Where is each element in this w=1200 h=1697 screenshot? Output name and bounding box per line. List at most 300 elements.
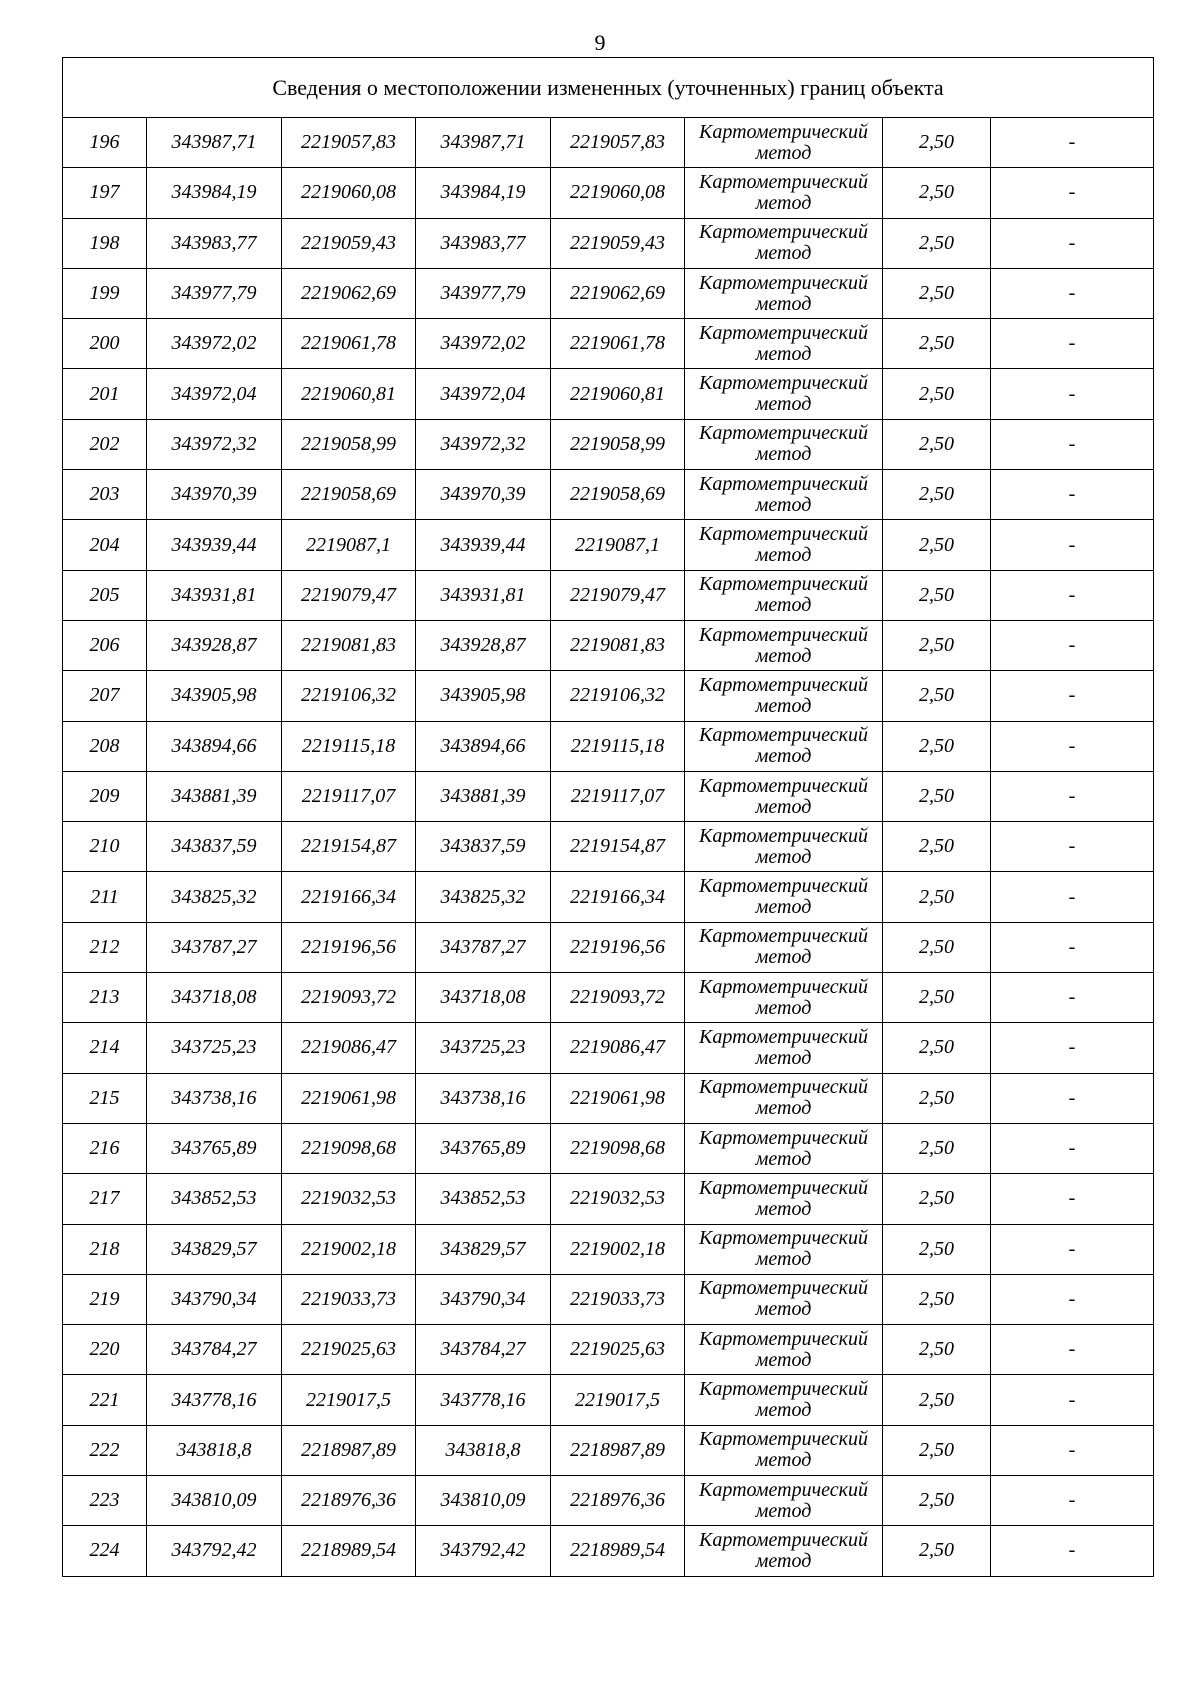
x-new-cell: 343787,27 [416,922,551,972]
x-new-cell: 343725,23 [416,1023,551,1073]
table-row [63,168,1154,218]
y-new-cell: 2219081,83 [551,620,685,670]
y-existing-cell: 2219017,5 [282,1375,416,1425]
method-line-2: метод [755,1499,812,1522]
point-number-cell: 210 [63,822,147,872]
point-number-cell: 203 [63,470,147,520]
y-existing-cell: 2219115,18 [282,721,416,771]
point-number-cell: 199 [63,268,147,318]
y-new-cell: 2219061,98 [551,1073,685,1123]
x-existing-cell: 343787,27 [147,922,282,972]
x-existing-cell: 343931,81 [147,570,282,620]
y-existing-cell: 2219098,68 [282,1123,416,1173]
method-line-1: Картометрический [699,774,868,797]
description-cell: - [991,369,1154,419]
y-existing-cell: 2219154,87 [282,822,416,872]
precision-cell: 2,50 [883,1375,991,1425]
table-row [63,1174,1154,1224]
x-existing-cell: 343928,87 [147,620,282,670]
method-line-2: метод [755,1046,812,1069]
x-new-cell: 343984,19 [416,168,551,218]
precision-cell: 2,50 [883,1224,991,1274]
point-number-cell: 222 [63,1425,147,1475]
y-existing-cell: 2219081,83 [282,620,416,670]
method-cell [685,721,883,771]
description-cell: - [991,922,1154,972]
x-new-cell: 343931,81 [416,570,551,620]
y-new-cell: 2219079,47 [551,570,685,620]
y-new-cell: 2219058,69 [551,470,685,520]
precision-cell: 2,50 [883,1274,991,1324]
x-new-cell: 343928,87 [416,620,551,670]
point-number-cell: 207 [63,671,147,721]
precision-cell: 2,50 [883,1325,991,1375]
method-line-1: Картометрический [699,1126,868,1149]
y-existing-cell: 2219032,53 [282,1174,416,1224]
x-new-cell: 343987,71 [416,118,551,168]
method-line-1: Картометрический [699,925,868,948]
precision-cell: 2,50 [883,973,991,1023]
y-new-cell: 2219017,5 [551,1375,685,1425]
y-existing-cell: 2218987,89 [282,1425,416,1475]
precision-cell: 2,50 [883,319,991,369]
method-cell [685,419,883,469]
x-existing-cell: 343765,89 [147,1123,282,1173]
method-line-2: метод [755,493,812,516]
description-cell: - [991,1073,1154,1123]
method-line-1: Картометрический [699,422,868,445]
method-cell [685,268,883,318]
method-cell [685,1073,883,1123]
precision-cell: 2,50 [883,1174,991,1224]
x-new-cell: 343972,04 [416,369,551,419]
method-line-1: Картометрический [699,1227,868,1250]
description-cell: - [991,822,1154,872]
method-line-2: метод [755,745,812,768]
method-cell [685,470,883,520]
table-row [63,822,1154,872]
y-new-cell: 2219115,18 [551,721,685,771]
table-row [63,1274,1154,1324]
method-cell [685,771,883,821]
x-existing-cell: 343905,98 [147,671,282,721]
point-number-cell: 211 [63,872,147,922]
method-line-2: метод [755,443,812,466]
x-new-cell: 343810,09 [416,1476,551,1526]
y-existing-cell: 2219002,18 [282,1224,416,1274]
method-cell [685,1526,883,1576]
method-line-1: Картометрический [699,875,868,898]
precision-cell: 2,50 [883,419,991,469]
x-new-cell: 343818,8 [416,1425,551,1475]
method-line-1: Картометрический [699,472,868,495]
y-existing-cell: 2219117,07 [282,771,416,821]
method-line-2: метод [755,1298,812,1321]
method-cell [685,872,883,922]
x-new-cell: 343972,32 [416,419,551,469]
y-new-cell: 2218989,54 [551,1526,685,1576]
x-existing-cell: 343790,34 [147,1274,282,1324]
method-line-2: метод [755,896,812,919]
description-cell: - [991,1224,1154,1274]
description-cell: - [991,570,1154,620]
method-cell [685,973,883,1023]
table-row [63,1073,1154,1123]
x-new-cell: 343852,53 [416,1174,551,1224]
y-existing-cell: 2219025,63 [282,1325,416,1375]
point-number-cell: 223 [63,1476,147,1526]
table-row [63,218,1154,268]
x-new-cell: 343970,39 [416,470,551,520]
precision-cell: 2,50 [883,721,991,771]
y-existing-cell: 2219060,81 [282,369,416,419]
x-existing-cell: 343984,19 [147,168,282,218]
y-existing-cell: 2219087,1 [282,520,416,570]
method-line-1: Картометрический [699,623,868,646]
table-row [63,973,1154,1023]
precision-cell: 2,50 [883,922,991,972]
method-cell [685,319,883,369]
method-cell [685,620,883,670]
description-cell: - [991,520,1154,570]
method-line-2: метод [755,1549,812,1572]
description-cell: - [991,1123,1154,1173]
method-line-1: Картометрический [699,824,868,847]
x-new-cell: 343765,89 [416,1123,551,1173]
method-cell [685,570,883,620]
point-number-cell: 204 [63,520,147,570]
method-line-1: Картометрический [699,1528,868,1551]
method-cell [685,218,883,268]
precision-cell: 2,50 [883,822,991,872]
page-number: 9 [594,30,606,55]
method-line-1: Картометрический [699,1327,868,1350]
method-cell [685,922,883,972]
point-number-cell: 197 [63,168,147,218]
x-existing-cell: 343972,04 [147,369,282,419]
method-line-1: Картометрический [699,120,868,143]
method-line-1: Картометрический [699,523,868,546]
x-existing-cell: 343829,57 [147,1224,282,1274]
precision-cell: 2,50 [883,570,991,620]
description-cell: - [991,1526,1154,1576]
x-existing-cell: 343778,16 [147,1375,282,1425]
precision-cell: 2,50 [883,168,991,218]
y-new-cell: 2219057,83 [551,118,685,168]
point-number-cell: 214 [63,1023,147,1073]
method-cell [685,1274,883,1324]
x-new-cell: 343977,79 [416,268,551,318]
table-row [63,268,1154,318]
method-line-2: метод [755,644,812,667]
y-new-cell: 2219087,1 [551,520,685,570]
x-new-cell: 343718,08 [416,973,551,1023]
method-line-2: метод [755,342,812,365]
x-existing-cell: 343970,39 [147,470,282,520]
point-number-cell: 213 [63,973,147,1023]
x-existing-cell: 343894,66 [147,721,282,771]
method-line-1: Картометрический [699,1277,868,1300]
y-new-cell: 2219093,72 [551,973,685,1023]
x-new-cell: 343738,16 [416,1073,551,1123]
y-new-cell: 2219154,87 [551,822,685,872]
method-line-1: Картометрический [699,372,868,395]
method-cell [685,1023,883,1073]
description-cell: - [991,671,1154,721]
table-row [63,1123,1154,1173]
precision-cell: 2,50 [883,671,991,721]
precision-cell: 2,50 [883,520,991,570]
table-row [63,1023,1154,1073]
method-line-2: метод [755,191,812,214]
table-row [63,570,1154,620]
x-existing-cell: 343972,32 [147,419,282,469]
x-existing-cell: 343977,79 [147,268,282,318]
point-number-cell: 205 [63,570,147,620]
description-cell: - [991,118,1154,168]
y-new-cell: 2219106,32 [551,671,685,721]
description-cell: - [991,419,1154,469]
point-number-cell: 220 [63,1325,147,1375]
x-existing-cell: 343852,53 [147,1174,282,1224]
x-new-cell: 343972,02 [416,319,551,369]
method-line-1: Картометрический [699,1176,868,1199]
table-row [63,1224,1154,1274]
x-existing-cell: 343939,44 [147,520,282,570]
method-line-2: метод [755,242,812,265]
point-number-cell: 224 [63,1526,147,1576]
method-line-1: Картометрический [699,975,868,998]
x-existing-cell: 343784,27 [147,1325,282,1375]
method-cell [685,671,883,721]
method-line-2: метод [755,1248,812,1271]
method-line-2: метод [755,594,812,617]
method-cell [685,1425,883,1475]
x-new-cell: 343905,98 [416,671,551,721]
method-line-2: метод [755,141,812,164]
precision-cell: 2,50 [883,218,991,268]
description-cell: - [991,1325,1154,1375]
table-row [63,620,1154,670]
y-existing-cell: 2219061,78 [282,319,416,369]
method-line-2: метод [755,946,812,969]
table-row [63,1425,1154,1475]
precision-cell: 2,50 [883,1476,991,1526]
y-new-cell: 2219166,34 [551,872,685,922]
method-cell [685,1174,883,1224]
y-new-cell: 2219098,68 [551,1123,685,1173]
description-cell: - [991,268,1154,318]
x-existing-cell: 343818,8 [147,1425,282,1475]
method-line-2: метод [755,544,812,567]
precision-cell: 2,50 [883,118,991,168]
x-new-cell: 343778,16 [416,1375,551,1425]
table-row [63,419,1154,469]
precision-cell: 2,50 [883,1123,991,1173]
method-cell [685,118,883,168]
y-existing-cell: 2219061,98 [282,1073,416,1123]
y-existing-cell: 2219058,69 [282,470,416,520]
method-cell [685,1476,883,1526]
x-new-cell: 343983,77 [416,218,551,268]
point-number-cell: 218 [63,1224,147,1274]
y-existing-cell: 2219196,56 [282,922,416,972]
precision-cell: 2,50 [883,872,991,922]
y-new-cell: 2218987,89 [551,1425,685,1475]
table-row [63,118,1154,168]
description-cell: - [991,1274,1154,1324]
table-row [63,771,1154,821]
table-row [63,1476,1154,1526]
point-number-cell: 200 [63,319,147,369]
x-existing-cell: 343792,42 [147,1526,282,1576]
description-cell: - [991,1174,1154,1224]
method-cell [685,1375,883,1425]
y-new-cell: 2219032,53 [551,1174,685,1224]
x-existing-cell: 343987,71 [147,118,282,168]
table-row [63,1375,1154,1425]
precision-cell: 2,50 [883,1526,991,1576]
description-cell: - [991,620,1154,670]
x-new-cell: 343792,42 [416,1526,551,1576]
table-row [63,369,1154,419]
method-line-1: Картометрический [699,673,868,696]
x-existing-cell: 343738,16 [147,1073,282,1123]
y-new-cell: 2218976,36 [551,1476,685,1526]
table-row [63,671,1154,721]
point-number-cell: 196 [63,118,147,168]
x-new-cell: 343837,59 [416,822,551,872]
y-existing-cell: 2218989,54 [282,1526,416,1576]
y-new-cell: 2219060,08 [551,168,685,218]
x-existing-cell: 343983,77 [147,218,282,268]
method-line-2: метод [755,393,812,416]
point-number-cell: 209 [63,771,147,821]
method-cell [685,1123,883,1173]
precision-cell: 2,50 [883,369,991,419]
description-cell: - [991,1023,1154,1073]
point-number-cell: 221 [63,1375,147,1425]
method-line-2: метод [755,1097,812,1120]
point-number-cell: 216 [63,1123,147,1173]
x-existing-cell: 343725,23 [147,1023,282,1073]
method-line-1: Картометрический [699,1025,868,1048]
method-line-2: метод [755,996,812,1019]
y-new-cell: 2219086,47 [551,1023,685,1073]
table-row [63,922,1154,972]
y-new-cell: 2219002,18 [551,1224,685,1274]
table-body [63,118,1154,1577]
description-cell: - [991,1425,1154,1475]
x-existing-cell: 343972,02 [147,319,282,369]
precision-cell: 2,50 [883,1073,991,1123]
y-existing-cell: 2219058,99 [282,419,416,469]
y-new-cell: 2219058,99 [551,419,685,469]
y-existing-cell: 2219086,47 [282,1023,416,1073]
boundary-coordinates-table [62,57,1154,1577]
table-row [63,1526,1154,1576]
x-new-cell: 343790,34 [416,1274,551,1324]
method-line-2: метод [755,1449,812,1472]
y-new-cell: 2219117,07 [551,771,685,821]
table-row [63,1325,1154,1375]
description-cell: - [991,771,1154,821]
description-cell: - [991,168,1154,218]
point-number-cell: 201 [63,369,147,419]
y-existing-cell: 2219057,83 [282,118,416,168]
description-cell: - [991,1476,1154,1526]
y-existing-cell: 2219062,69 [282,268,416,318]
x-new-cell: 343829,57 [416,1224,551,1274]
x-new-cell: 343939,44 [416,520,551,570]
y-existing-cell: 2219059,43 [282,218,416,268]
x-existing-cell: 343825,32 [147,872,282,922]
method-cell [685,1325,883,1375]
method-line-1: Картометрический [699,573,868,596]
method-cell [685,822,883,872]
point-number-cell: 208 [63,721,147,771]
y-existing-cell: 2219106,32 [282,671,416,721]
description-cell: - [991,319,1154,369]
x-existing-cell: 343837,59 [147,822,282,872]
description-cell: - [991,470,1154,520]
method-line-1: Картометрический [699,1428,868,1451]
y-new-cell: 2219025,63 [551,1325,685,1375]
method-line-2: метод [755,845,812,868]
method-line-2: метод [755,1147,812,1170]
precision-cell: 2,50 [883,470,991,520]
table-row [63,721,1154,771]
point-number-cell: 219 [63,1274,147,1324]
table-title: Сведения о местоположении измененных (уточненных) границ объекта [63,58,1154,118]
x-new-cell: 343881,39 [416,771,551,821]
method-line-1: Картометрический [699,1076,868,1099]
point-number-cell: 212 [63,922,147,972]
method-line-1: Картометрический [699,221,868,244]
table-row [63,470,1154,520]
method-line-1: Картометрический [699,724,868,747]
y-new-cell: 2219061,78 [551,319,685,369]
y-new-cell: 2219060,81 [551,369,685,419]
point-number-cell: 206 [63,620,147,670]
description-cell: - [991,973,1154,1023]
method-line-2: метод [755,694,812,717]
x-new-cell: 343825,32 [416,872,551,922]
x-new-cell: 343784,27 [416,1325,551,1375]
table-row [63,319,1154,369]
y-new-cell: 2219196,56 [551,922,685,972]
point-number-cell: 217 [63,1174,147,1224]
y-new-cell: 2219062,69 [551,268,685,318]
y-existing-cell: 2219033,73 [282,1274,416,1324]
x-existing-cell: 343718,08 [147,973,282,1023]
y-new-cell: 2219033,73 [551,1274,685,1324]
x-existing-cell: 343810,09 [147,1476,282,1526]
y-existing-cell: 2219060,08 [282,168,416,218]
precision-cell: 2,50 [883,771,991,821]
precision-cell: 2,50 [883,620,991,670]
x-existing-cell: 343881,39 [147,771,282,821]
table-row [63,872,1154,922]
method-line-2: метод [755,1197,812,1220]
method-cell [685,369,883,419]
x-new-cell: 343894,66 [416,721,551,771]
description-cell: - [991,1375,1154,1425]
y-existing-cell: 2218976,36 [282,1476,416,1526]
method-cell [685,520,883,570]
method-line-2: метод [755,1399,812,1422]
method-line-1: Картометрический [699,1478,868,1501]
